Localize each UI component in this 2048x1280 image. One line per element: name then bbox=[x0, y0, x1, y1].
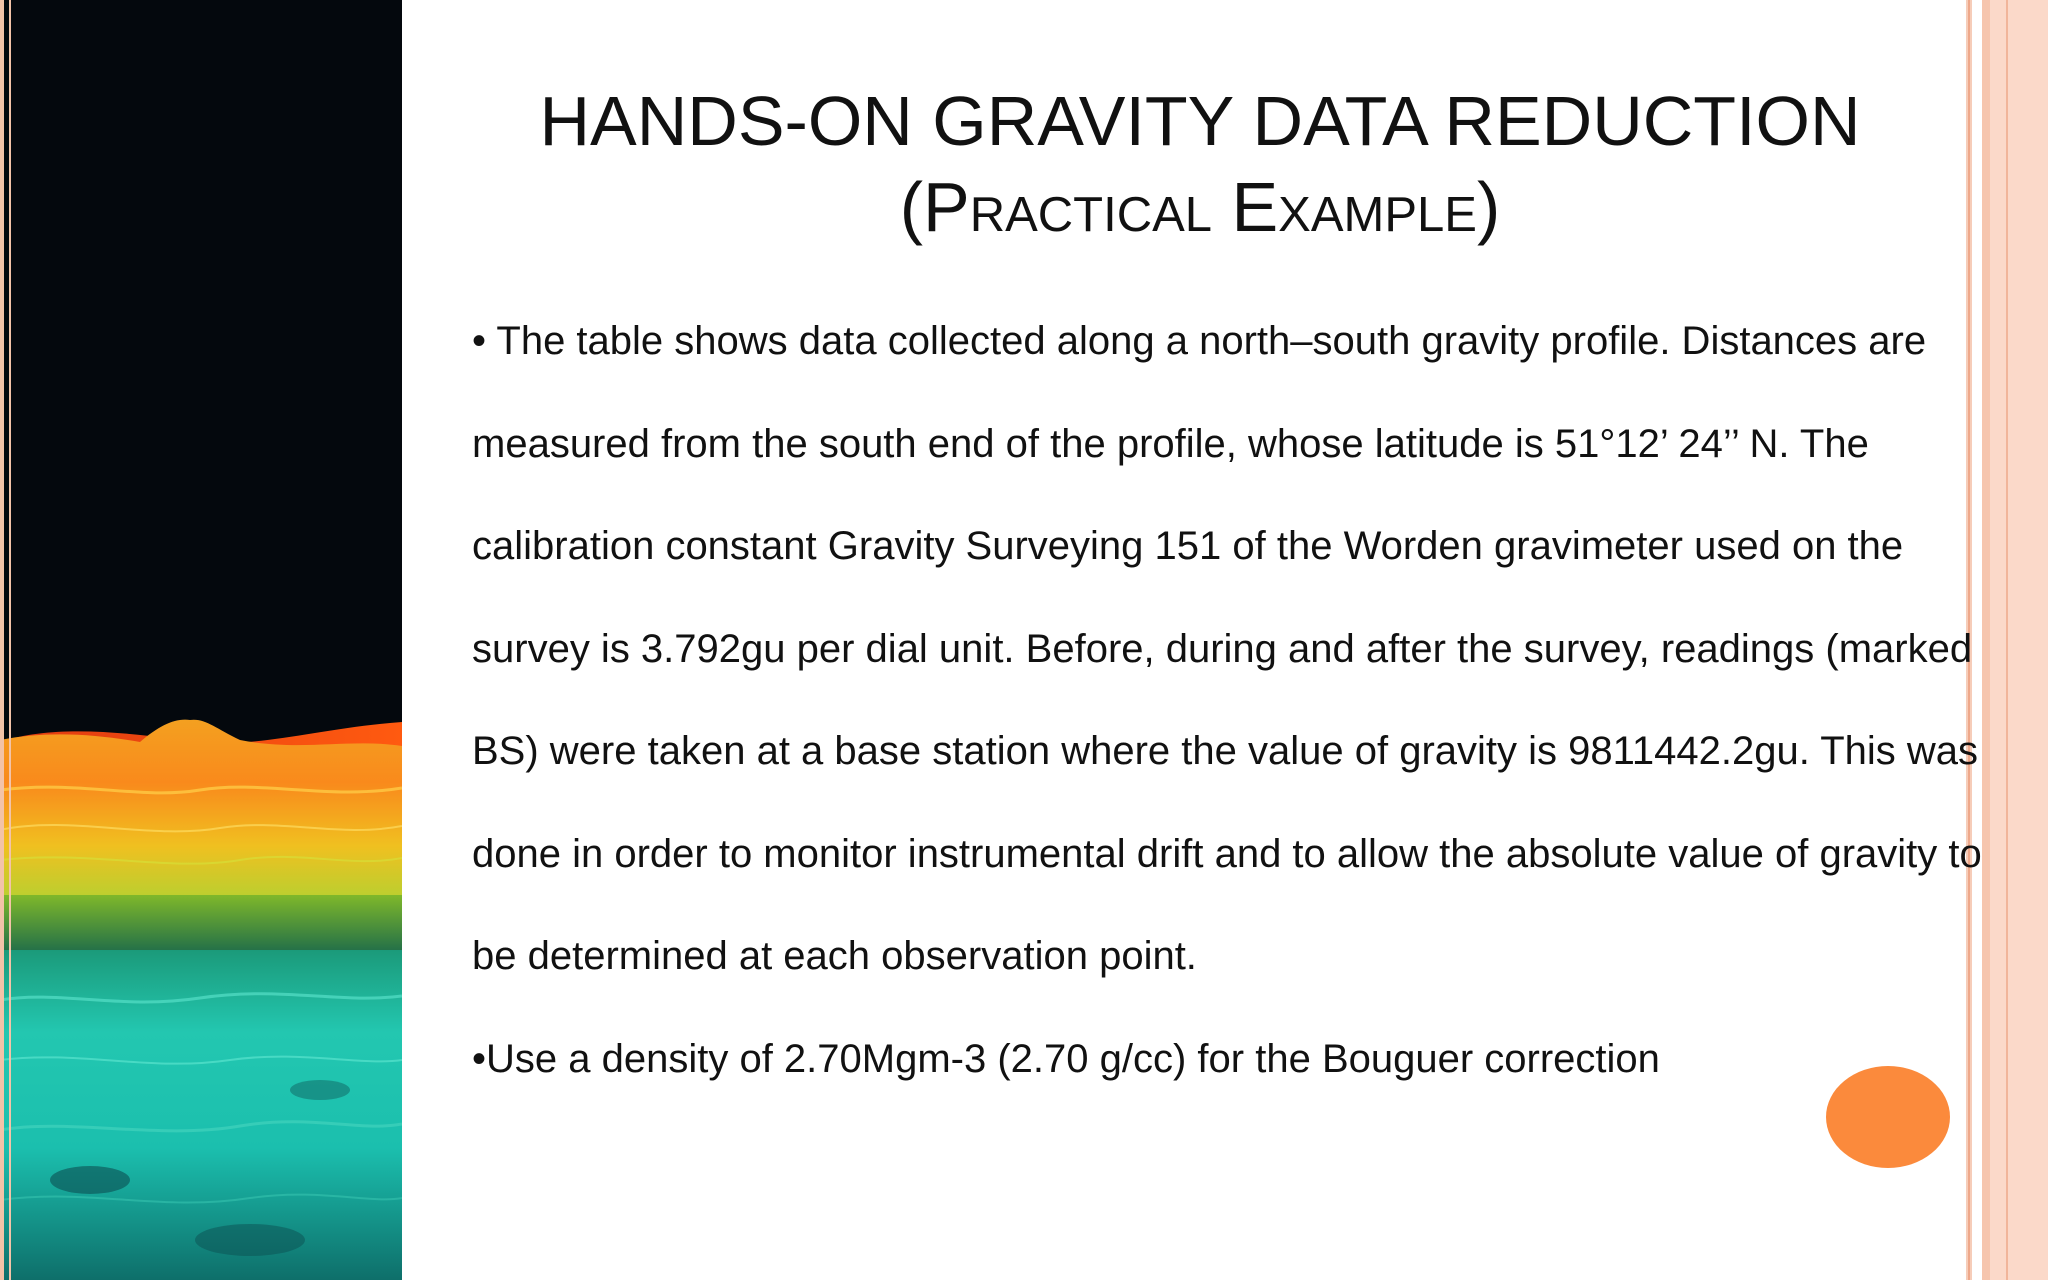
decorative-gravity-image bbox=[0, 0, 402, 1280]
slide-title-line1: HANDS-ON GRAVITY DATA REDUCTION bbox=[539, 82, 1861, 160]
slide-title-line2: (Practical Example) bbox=[899, 168, 1501, 246]
orange-oval-decoration bbox=[1826, 1066, 1950, 1168]
slide-title bbox=[430, 78, 1970, 250]
slide-body bbox=[472, 290, 1982, 1110]
left-edge-stripes bbox=[0, 0, 26, 1280]
right-stripe-line bbox=[2006, 0, 2008, 1280]
body-paragraph-2: •Use a density of 2.70Mgm-3 (2.70 g/cc) for the Bouguer correction bbox=[472, 1036, 1660, 1081]
body-paragraph-1: • The table shows data collected along a north–south gravity profile. Distances are measured from the south end of the profile, whose latitude is 51°12’ 24’’ N. The calibration constant Gravity Surveying 151 of the Worden gravimeter used on the survey is 3.792gu per dial unit. Before, during and after the survey, readings (marked BS) were taken at a base station where the value of gravity is 9811442.2gu. This was done in order to monitor instrumental drift and to allow the absolute value of gravity to be determined at each observation point. bbox=[472, 319, 1982, 978]
